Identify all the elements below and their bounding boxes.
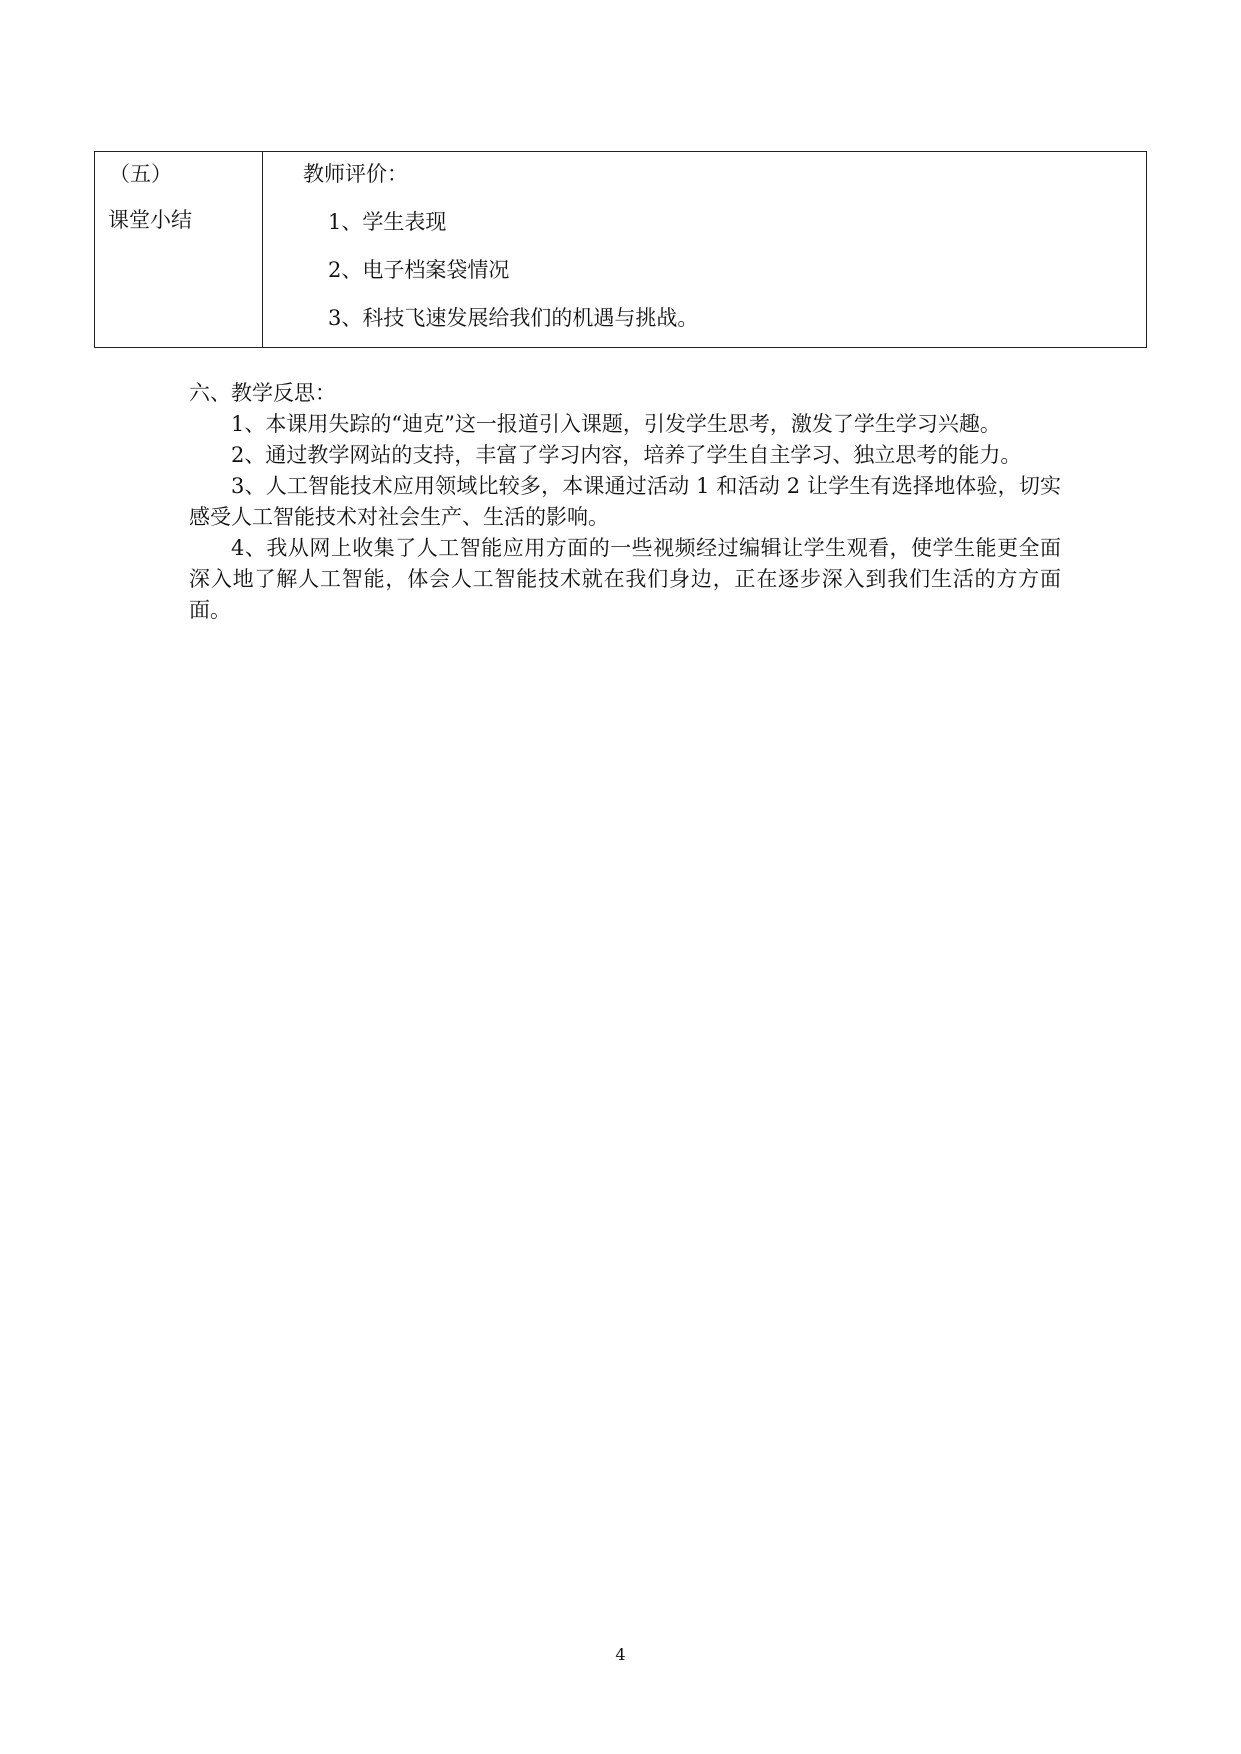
- lesson-summary-table: [94, 151, 1147, 348]
- reflection-paragraph: 1、本课用失踪的“迪克”这一报道引入课题，引发学生思考，激发了学生学习兴趣。: [231, 412, 1001, 436]
- page-number: 4: [615, 1645, 626, 1664]
- section-number: （五）: [109, 162, 172, 186]
- evaluation-item: 1、学生表现: [328, 210, 447, 234]
- teacher-evaluation-heading: 教师评价：: [303, 162, 408, 186]
- reflection-heading: 六、教学反思：: [189, 381, 336, 405]
- reflection-paragraph: 3、人工智能技术应用领域比较多，本课通过活动 1 和活动 2 让学生有选择地体验，切实感受人工智能技术对社会生产、生活的影响。: [189, 474, 1061, 529]
- evaluation-item: 3、科技飞速发展给我们的机遇与挑战。: [328, 306, 699, 330]
- reflection-paragraph: 4、我从网上收集了人工智能应用方面的一些视频经过编辑让学生观看，使学生能更全面深入地了解人工智能，体会人工智能技术就在我们身边，正在逐步深入到我们生活的方方面面。: [189, 536, 1061, 622]
- evaluation-item: 2、电子档案袋情况: [328, 258, 510, 282]
- section-label-cell: [95, 152, 263, 347]
- section-title: 课堂小结: [108, 208, 192, 232]
- summary-content-cell: [263, 152, 1146, 347]
- teaching-reflection-section: [189, 378, 1061, 626]
- reflection-paragraph: 2、通过教学网站的支持，丰富了学习内容，培养了学生自主学习、独立思考的能力。: [231, 443, 1022, 467]
